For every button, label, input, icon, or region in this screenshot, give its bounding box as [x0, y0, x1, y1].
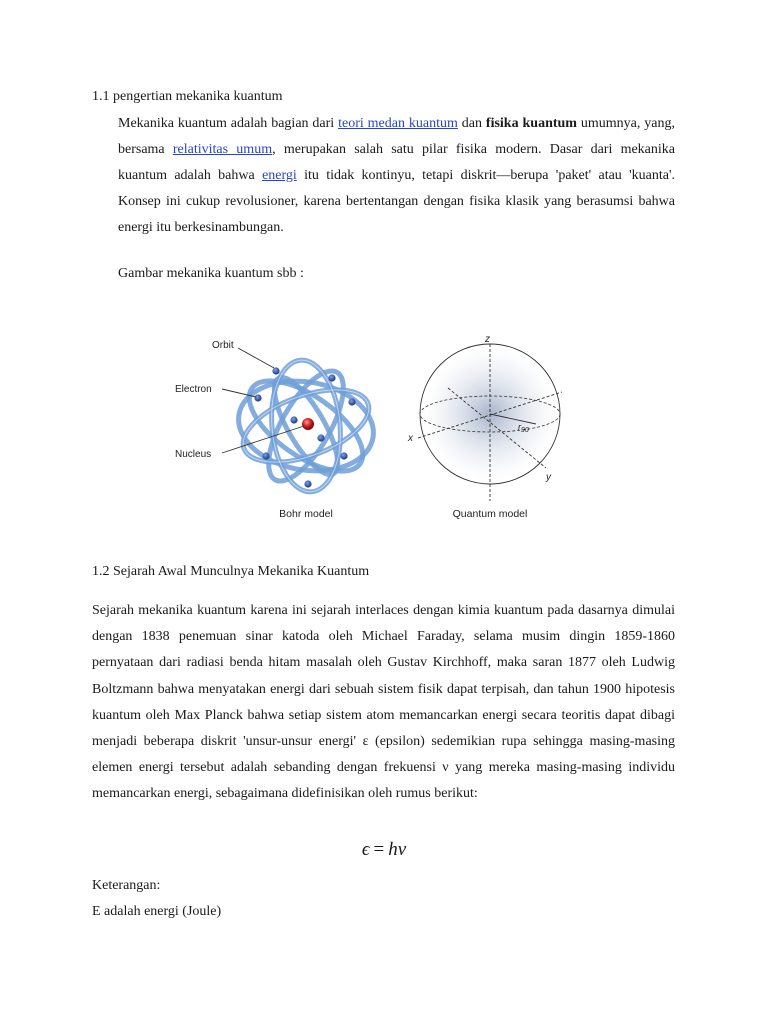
p1-text-1: Mekanika kuantum adalah bagian dari — [118, 116, 339, 131]
p1-text-4: , merupakan salah satu pilar fisika modern. Dasar dari mekanika kuantum adalah bahwa — [118, 142, 675, 183]
p1-text-2: dan — [457, 116, 486, 131]
quantum-model — [407, 334, 562, 520]
electron-2 — [254, 394, 261, 401]
link-energi[interactable]: energi — [262, 168, 297, 183]
label-nucleus: Nucleus — [175, 449, 212, 460]
caption-quantum-model: Quantum model — [452, 508, 528, 520]
label-y-axis: y — [546, 472, 551, 483]
caption-bohr-model: Bohr model — [279, 508, 333, 520]
energy-definition: E adalah energi (Joule) — [92, 904, 222, 919]
link-relativitas-umum[interactable]: relativitas umum — [172, 142, 273, 157]
formula-h-nu: hν — [388, 839, 407, 860]
label-electron: Electron — [175, 384, 212, 395]
section-2-heading: 1.2 Sejarah Awal Munculnya Mekanika Kuantum — [92, 564, 370, 579]
formula-equals: = — [373, 839, 385, 860]
section-1-heading: 1.1 pengertian mekanika kuantum — [92, 89, 283, 104]
electron-5 — [317, 434, 324, 441]
nucleus-dot — [302, 418, 314, 430]
p1-text-3: umumnya, yang, bersama — [118, 116, 675, 157]
electron-6 — [262, 452, 269, 459]
p1-bold-fisika-kuantum: fisika kuantum — [485, 116, 577, 131]
electron-8 — [304, 480, 311, 487]
label-orbit: Orbit — [212, 340, 234, 351]
link-teori-medan-kuantum[interactable]: teori medan kuantum — [338, 116, 458, 131]
formula-epsilon: ϵ — [361, 839, 370, 860]
atom-models-figure — [166, 326, 576, 522]
electron-9 — [328, 374, 335, 381]
radius-subscript: 90 — [521, 427, 529, 434]
label-z-axis: z — [485, 334, 490, 345]
atom-models-illustration — [166, 326, 576, 522]
planck-formula — [0, 838, 768, 862]
radius-letter: r — [518, 422, 521, 432]
electron-1 — [272, 367, 279, 374]
figure-intro: Gambar mekanika kuantum sbb : — [118, 266, 304, 281]
electron-4 — [290, 416, 297, 423]
label-x-axis: x — [408, 433, 413, 444]
orbit-leader-line — [238, 348, 274, 368]
electron-3 — [348, 398, 355, 405]
p1-text-5: itu tidak kontinyu, tetapi diskrit—berupa 'paket' atau 'kuanta'. Konsep ini cukup revolusioner, karena bertentangan dengan fisika klasik yang berasumsi bahwa energi itu berkesinambungan. — [118, 168, 676, 235]
section-1-paragraph — [118, 111, 675, 241]
section-2-paragraph: Sejarah mekanika kuantum karena ini sejarah interlaces dengan kimia kuantum pada dasarnya dimulai dengan 1838 penemuan sinar katoda oleh Michael Faraday, selama musim dingin 1859-1860 pernyataan dari radiasi benda hitam masalah oleh Gustav Kirchhoff, maka saran 1877 oleh Ludwig Boltzmann bahwa menyatakan energi dari sebuah sistem fisik dapat terpisah, dan tahun 1900 hipotesis kuantum oleh Max Planck bahwa setiap sistem atom memancarkan energi secara teoritis dapat dibagi menjadi beberapa diskrit 'unsur-unsur energi' ε (epsilon) sedemikian rupa sehingga masing-masing elemen energi tersebut adalah sebanding dengan frekuensi ν yang mereka masing-masing individu memancarkan energi, sebagaimana didefinisikan oleh rumus berikut: — [92, 603, 675, 802]
electron-7 — [340, 452, 347, 459]
keterangan-label: Keterangan: — [92, 878, 161, 893]
